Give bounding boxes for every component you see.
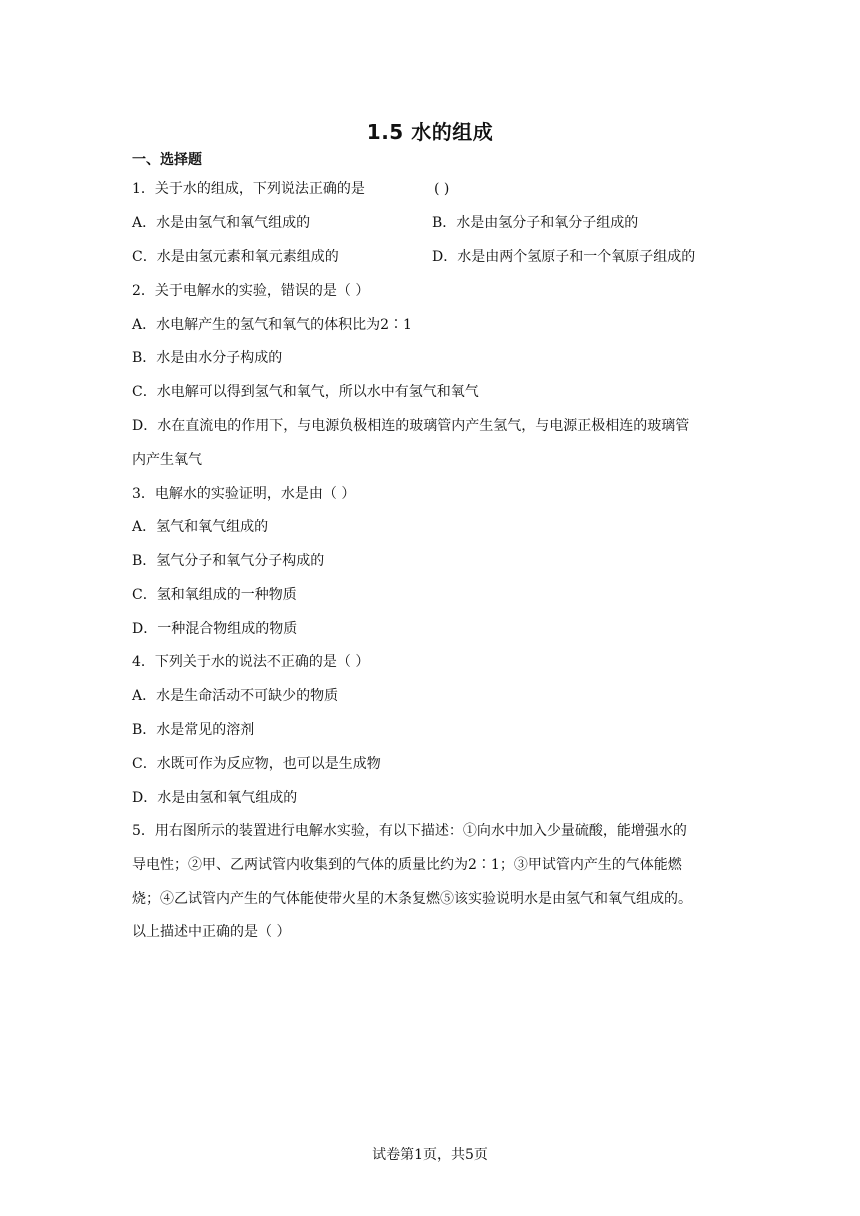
question-4-option-b: B．水是常见的溶剂 — [132, 722, 255, 738]
question-1-option-a: A．水是由氢气和氧气组成的 — [132, 215, 311, 231]
question-4-option-c: C．水既可作为反应物，也可以是生成物 — [132, 756, 381, 772]
question-5-line-3: 烧；④乙试管内产生的气体能使带火星的木条复燃⑤该实验说明水是由氢气和氧气组成的。 — [132, 891, 692, 907]
question-1-option-c: C．水是由氢元素和氧元素组成的 — [132, 249, 339, 265]
question-3-option-b: B．氢气分子和氧气分子构成的 — [132, 553, 325, 569]
question-1-option-d: D．水是由两个氢原子和一个氧原子组成的 — [432, 249, 696, 265]
question-1-text: 1．关于水的组成，下列说法正确的是 — [132, 181, 365, 197]
question-5-line-2: 导电性；②甲、乙两试管内收集到的气体的质量比约为2∶1；③甲试管内产生的气体能燃 — [132, 857, 682, 873]
question-2-option-a: A．水电解产生的氢气和氧气的体积比为2∶1 — [132, 317, 412, 333]
question-2-option-c: C．水电解可以得到氢气和氧气，所以水中有氢气和氧气 — [132, 384, 479, 400]
question-4-stem: 4．下列关于水的说法不正确的是（ ） — [132, 654, 370, 670]
question-3-stem: 3．电解水的实验证明，水是由（ ） — [132, 486, 356, 502]
question-5-line-1: 5．用右图所示的装置进行电解水实验，有以下描述：①向水中加入少量硫酸，能增强水的 — [132, 823, 687, 839]
question-1-option-b: B．水是由氢分子和氧分子组成的 — [432, 215, 639, 231]
question-2-option-d: D．水在直流电的作用下，与电源负极相连的玻璃管内产生氢气，与电源正极相连的玻璃管 — [132, 418, 690, 434]
question-2-option-b: B．水是由水分子构成的 — [132, 350, 283, 366]
question-2-stem: 2．关于电解水的实验，错误的是（ ） — [132, 283, 370, 299]
question-4-option-d: D．水是由氢和氧气组成的 — [132, 790, 298, 806]
question-3-option-a: A．氢气和氧气组成的 — [132, 519, 269, 535]
question-1-stem — [132, 179, 450, 199]
question-3-option-d: D．一种混合物组成的物质 — [132, 621, 298, 637]
page-footer: 试卷第1页，共5页 — [372, 1147, 488, 1163]
answer-blank: ( ) — [434, 181, 450, 197]
question-2-option-d-cont: 内产生氧气 — [132, 452, 202, 468]
section-heading: 一、选择题 — [132, 152, 202, 168]
question-4-option-a: A．水是生命活动不可缺少的物质 — [132, 688, 339, 704]
page-title: 1.5 水的组成 — [366, 120, 494, 144]
question-5-line-4: 以上描述中正确的是（ ） — [132, 924, 291, 940]
question-3-option-c: C．氢和氧组成的一种物质 — [132, 587, 297, 603]
